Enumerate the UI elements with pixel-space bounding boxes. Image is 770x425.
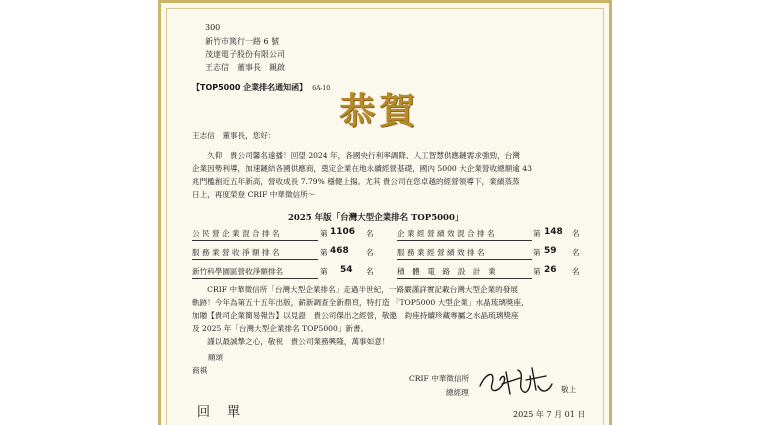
rank-label: 公 民 營 企 業 混 合 排 名 bbox=[192, 228, 318, 241]
signature-scribble bbox=[476, 364, 556, 400]
paragraph-1 bbox=[192, 149, 532, 201]
notice-code: 6A-10 bbox=[312, 85, 331, 92]
rank-prefix: 第 bbox=[320, 248, 328, 257]
rank-suffix: 名 bbox=[366, 267, 374, 276]
rank-suffix: 名 bbox=[572, 267, 580, 276]
ranking-row bbox=[192, 266, 581, 281]
rank-value: 1106 bbox=[330, 227, 356, 237]
ranking-row bbox=[192, 228, 581, 243]
rank-label: 服 務 業 經 營 績 效 排 名 bbox=[397, 247, 532, 260]
rank-value: 26 bbox=[544, 265, 557, 275]
rank-value: 54 bbox=[340, 265, 353, 275]
rank-prefix: 第 bbox=[320, 229, 328, 238]
rank-prefix: 第 bbox=[533, 229, 541, 238]
rank-prefix: 第 bbox=[533, 248, 541, 257]
letter-date: 2025 年 7 月 01 日 bbox=[513, 410, 586, 419]
rank-suffix: 名 bbox=[366, 248, 374, 257]
ranking-title: 2025 年版「台灣大型企業排名 TOP5000」 bbox=[288, 213, 464, 223]
closing: 順頌 bbox=[208, 353, 224, 362]
paragraph-2-line: 謹以最誠摯之心，敬祝 貴公司業務興隆，萬事如意！ bbox=[192, 337, 390, 346]
address-street: 新竹市篤行一路 6 號 bbox=[205, 37, 280, 46]
address-recipient: 王志信 董事長 親啟 bbox=[205, 63, 285, 72]
rank-value: 148 bbox=[544, 227, 563, 237]
ranking-row bbox=[192, 247, 581, 262]
paragraph-2-line: 加贈【貴司企業簡易報告】以見證 貴公司傑出之經營，敬邀 鈞座持續珍藏專屬之水晶琉璃獎座 bbox=[192, 311, 519, 320]
paragraph-1-line: 日上，再度榮登 CRIF 中華徵信所～ bbox=[192, 190, 316, 199]
rank-label: 服 務 業 營 收 淨 額 排 名 bbox=[192, 247, 318, 260]
paragraph-1-line: 兆門檻創近五年新高，營收成長 7.79% 穩健上揚。尤其 貴公司在您卓越的經營領導下，業績蒸蒸 bbox=[192, 177, 520, 186]
paragraph-1-line: 久仰 貴公司馨名遠播！回望 2024 年，各國央行利率調降、人工智慧供應鏈需求強勁，台灣 bbox=[192, 151, 520, 160]
address-company: 茂達電子股份有限公司 bbox=[205, 50, 285, 59]
rank-prefix: 第 bbox=[320, 267, 328, 276]
notice-label: 【TOP5000 企業排名通知函】 bbox=[192, 83, 308, 92]
rank-label: 企 業 經 營 績 效 混 合 排 名 bbox=[397, 228, 532, 241]
sender-title: 總經理 bbox=[446, 388, 469, 397]
paragraph-2-line: 軌跡！今年為第五十五年出版，薪新調查全新鼎頁，特打造 「TOP5000 大型企業」水晶琉璃獎座， bbox=[192, 298, 529, 307]
signature bbox=[476, 364, 556, 400]
paragraph-2-line: 及 2025 年「台灣大型企業排名 TOP5000」新書。 bbox=[192, 324, 369, 333]
letter-frame bbox=[158, 0, 612, 425]
rank-value: 59 bbox=[544, 246, 557, 256]
rank-suffix: 名 bbox=[572, 229, 580, 238]
reply-label: 回 單 bbox=[197, 405, 243, 420]
rank-label: 積 體 電 路 設 計 業 bbox=[397, 266, 532, 279]
notice-header bbox=[192, 75, 330, 94]
paragraph-1-line: 企業因勢利導，加速鏈結各國供應商，奠定企業在地永續經營基礎，國內 5000 大企業營收總額逾 43 bbox=[192, 164, 532, 173]
rank-suffix: 名 bbox=[572, 248, 580, 257]
greeting: 王志信 董事長，您好： bbox=[192, 131, 276, 140]
rank-suffix: 名 bbox=[366, 229, 374, 238]
sender-org: CRIF 中華徵信所 bbox=[409, 374, 470, 383]
rank-value: 468 bbox=[330, 246, 349, 256]
paragraph-2 bbox=[192, 283, 529, 348]
rank-label: 新竹科學園區營收淨額排名 bbox=[192, 266, 318, 279]
sender-suffix: 敬上 bbox=[561, 385, 577, 394]
headline: 恭賀 bbox=[339, 90, 420, 132]
address-zip: 300 bbox=[205, 23, 221, 32]
salutation: 商祺 bbox=[192, 366, 208, 375]
paragraph-2-line: CRIF 中華徵信所「台灣大型企業排名」走過半世紀，一路嚴謹詳實記載台灣大型企業的發展 bbox=[192, 285, 518, 294]
rank-prefix: 第 bbox=[533, 267, 541, 276]
